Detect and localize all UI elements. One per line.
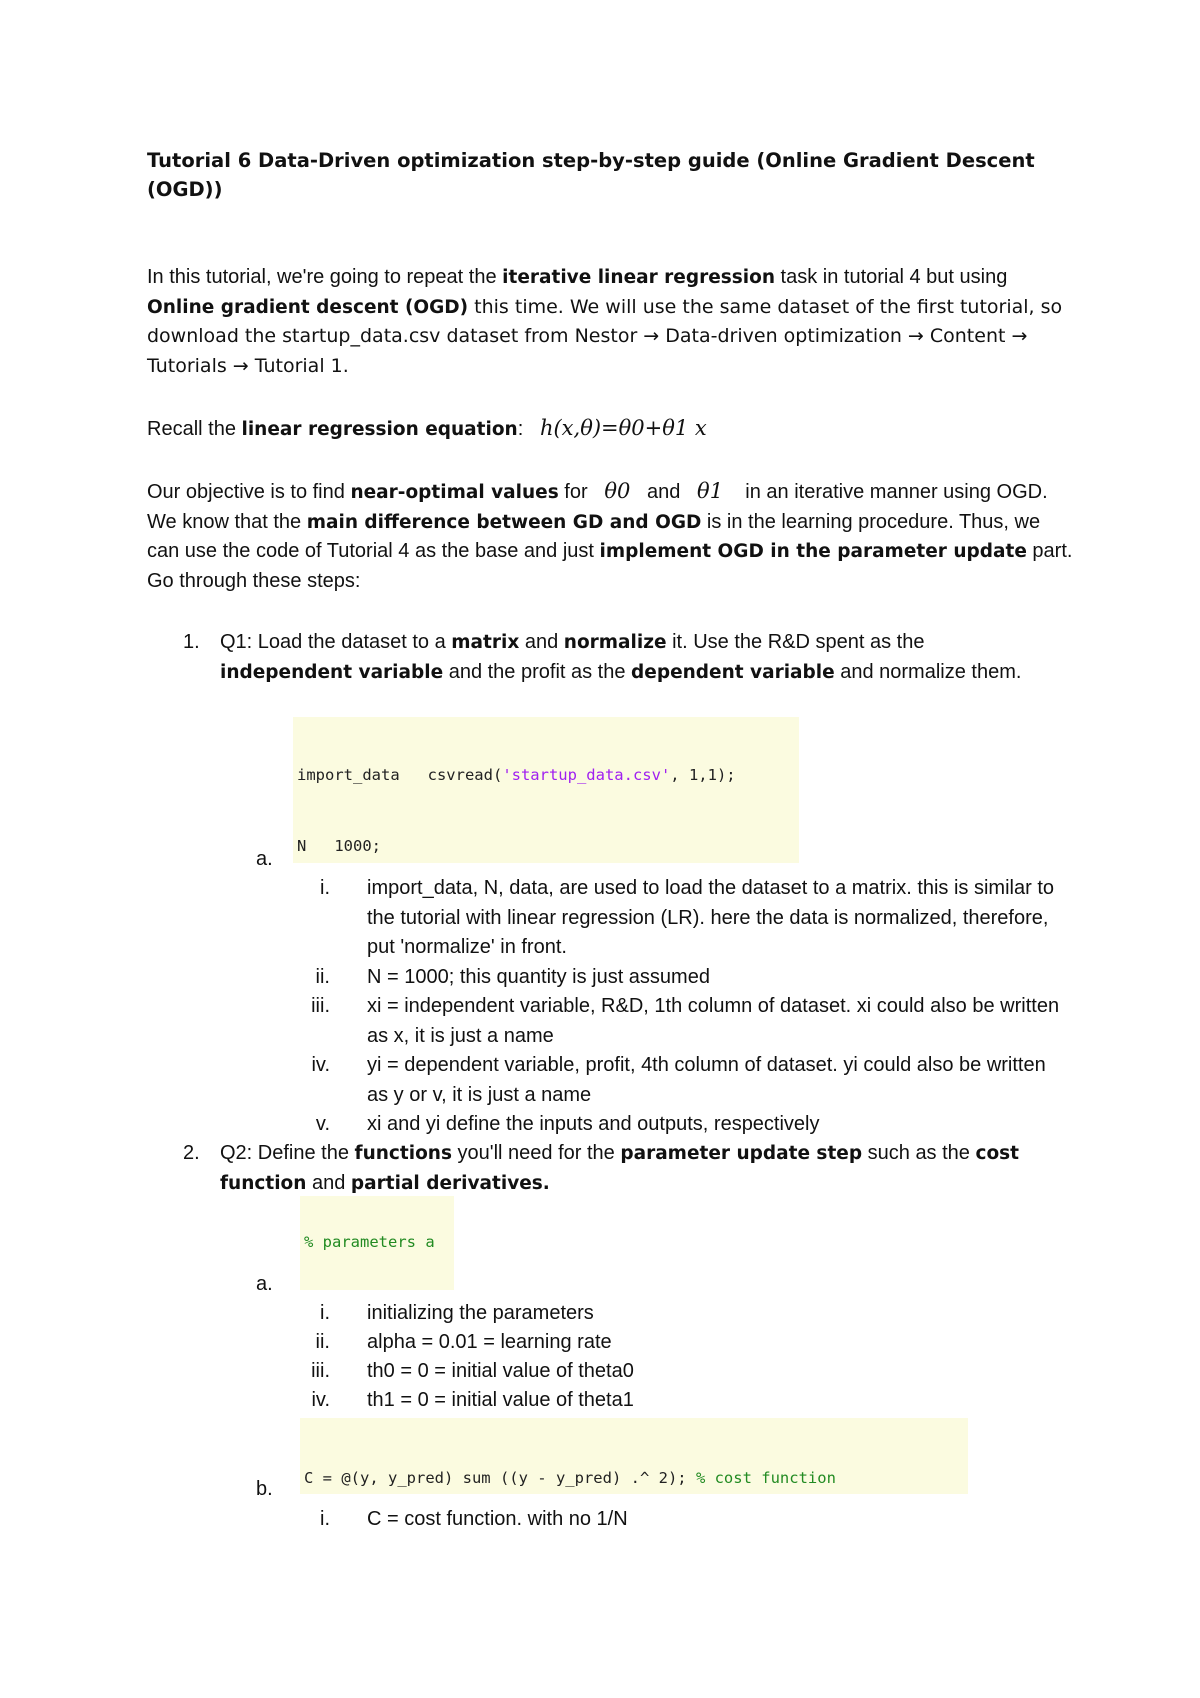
theta0-symbol: θ0 [604, 479, 631, 503]
q1-item-ii-number: ii. [315, 966, 330, 988]
q1-item-iii-text: xi = independent variable, R&D, 1th column of dataset. xi could also be written as x, it is just a name [367, 995, 1060, 1047]
q2a-item-iii-number: iii. [311, 1360, 330, 1382]
q2-sub-b-label: b. [256, 1478, 273, 1500]
q1-item-v-number: v. [315, 1113, 330, 1135]
q1-item-iii-number: iii. [311, 995, 330, 1017]
q1-item-ii-text: N = 1000; this quantity is just assumed [367, 966, 710, 988]
linear-regression-equation: h(x,θ)=θ0+θ1 x [539, 416, 707, 440]
q2b-item-i-text: C = cost function. with no 1/N [367, 1508, 628, 1530]
q2-number: 2. [183, 1142, 200, 1164]
q2a-item-iii-text: th0 = 0 = initial value of theta0 [367, 1360, 634, 1382]
q2-text: Q2: Define the functions you'll need for the parameter update step such as the cost function and partial derivatives. [220, 1142, 1020, 1194]
q2a-item-i-text: initializing the parameters [367, 1302, 594, 1324]
q1-item-iv-text: yi = dependent variable, profit, 4th column of dataset. yi could also be written as y or v, it is just a name [367, 1054, 1046, 1106]
q2a-item-iv-number: iv. [311, 1389, 330, 1411]
q1-item-v-text: xi and yi define the inputs and outputs, respectively [367, 1113, 820, 1135]
page-title: Tutorial 6 Data-Driven optimization step-by-step guide (Online Gradient Descent (OGD)) [147, 149, 1035, 201]
q1-item-i-text: import_data, N, data, are used to load the dataset to a matrix. this is similar to the tutorial with linear regression (LR). here the data is normalized, therefore, put 'normalize' in front. [367, 877, 1055, 958]
recall-paragraph: Recall the linear regression equation: h(x,θ)=θ0+θ1 x [147, 416, 707, 440]
theta1-symbol: θ1 [697, 479, 724, 503]
q2a-item-ii-text: alpha = 0.01 = learning rate [367, 1331, 612, 1353]
q1-item-iv-number: iv. [311, 1054, 330, 1076]
intro-paragraph: In this tutorial, we're going to repeat the iterative linear regression task in tutorial 4 but using Online gradient descent (OGD) this time. We will use the same dataset of the first tutorial, so download the startup_data.csv dataset from Nestor → Data-driven optimization → Content → Tutorials → Tutorial 1. [147, 266, 1063, 377]
objective-paragraph: Our objective is to find near-optimal values for θ0 and θ1 in an iterative manner using OGD. We know that the main difference between GD and OGD is in the learning procedure. Thus, we can use the code of Tutorial 4 as the base and just implement OGD in the parameter update part. Go through these steps: [147, 479, 1073, 592]
q2b-item-i-number: i. [320, 1508, 330, 1530]
q1-text: Q1: Load the dataset to a matrix and normalize it. Use the R&D spent as the independent variable and the profit as the dependent variable and normalize them. [220, 631, 1022, 683]
q2a-item-iv-text: th1 = 0 = initial value of theta1 [367, 1389, 634, 1411]
q2-sub-a-label: a. [256, 1273, 273, 1295]
q1-item-i-number: i. [320, 877, 330, 899]
q2a-item-i-number: i. [320, 1302, 330, 1324]
q1-number: 1. [183, 631, 200, 653]
q1-code-block: import_data csvread('startup_data.csv', 1,1); N 1000; [293, 717, 799, 863]
q2-code-block-a: % parameters a [300, 1196, 454, 1290]
q2-code-block-b: C = @(y, y_pred) sum ((y - y_pred) .^ 2); % cost function [300, 1418, 968, 1494]
q2a-item-ii-number: ii. [315, 1331, 330, 1353]
q1-sub-a-label: a. [256, 848, 273, 870]
